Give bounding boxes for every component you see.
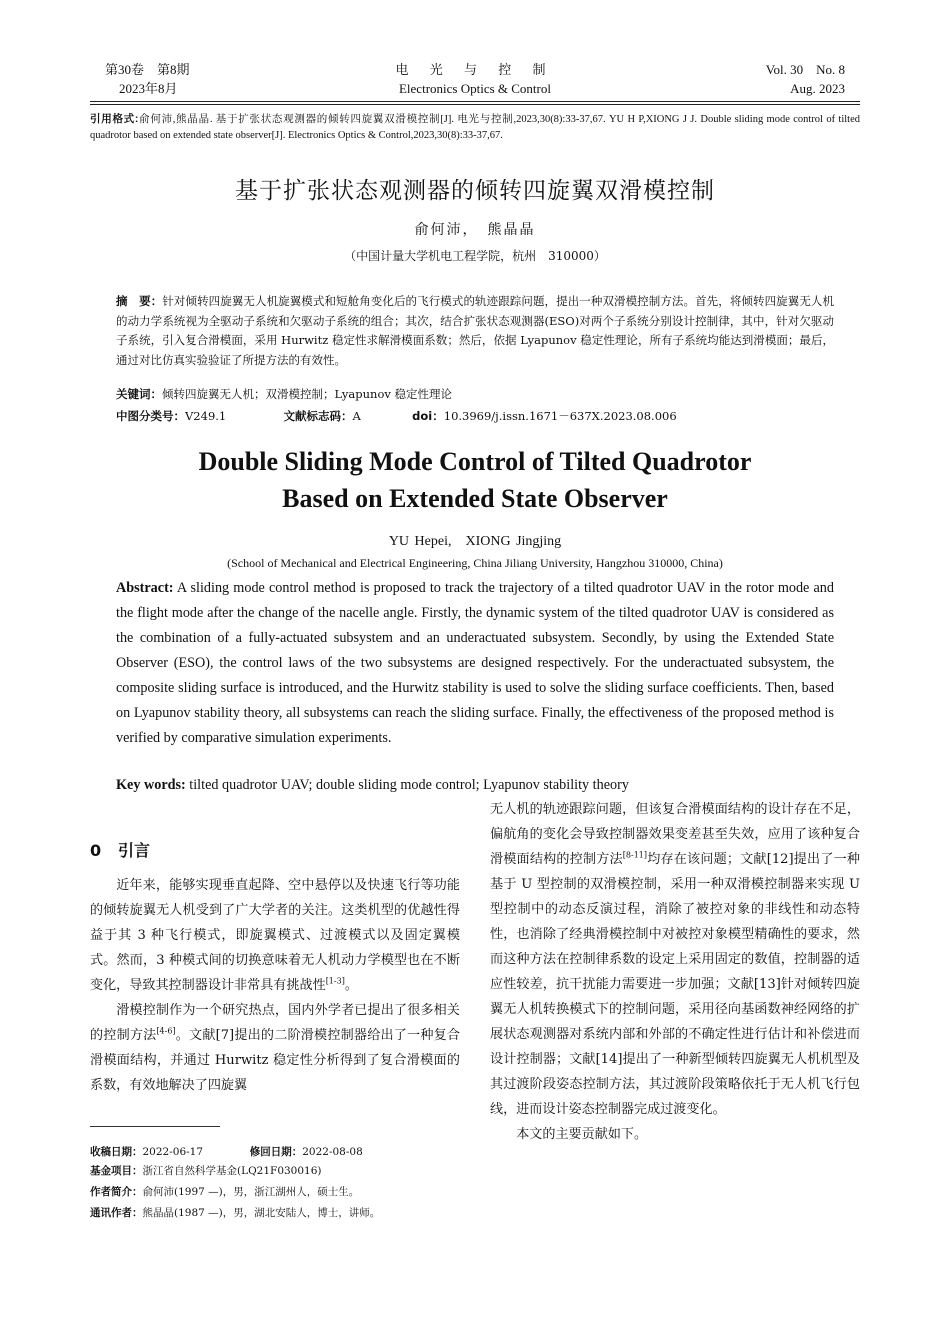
abstract-en-text: A sliding mode control method is proposed to track the trajectory of a tilted quadrotor UAV in the rotor mode and the flight mode after the change of the nacelle angle. Firstly, the dynamic system of the tilted quadrotor UAV is considered as the combination of a fully-actuated subsystem and an underactuated subsystem. Secondly, by using the Extended State Observer (ESO), the control laws of the two subsystems are designed respectively. For the underactuated subsystem, the composite sliding surface is introduced, and the Hurwitz stability is used to solve the sliding surface coefficients. Then, based on Lyapunov stability theory, all subsystems can reach the sliding surface. Finally, the effectiveness of the proposed method is verified by comparative simulation experiments. — [116, 580, 834, 746]
volume-issue-en: Vol. 30 No. 8 — [765, 62, 845, 77]
footnote-rule — [90, 1126, 220, 1127]
intro-p2-text-b: 。文献[7]提出的二阶滑模控制器给出了一种复合滑模面结构，并通过 Hurwitz 稳定性分析得到了复合滑模面的系数，有效地解决了四旋翼 — [90, 1028, 461, 1093]
received-label: 收稿日期： — [90, 1146, 143, 1158]
revised-date: 2022-08-08 — [302, 1146, 363, 1158]
clc-value: V249.1 — [185, 409, 227, 423]
ref-1-3: [1-3] — [325, 976, 345, 986]
title-cn: 基于扩张状态观测器的倾转四旋翼双滑模控制 — [235, 178, 715, 204]
intro-paragraph-2 — [90, 998, 460, 1098]
affiliation-en: (School of Mechanical and Electrical Engineering, China Jiliang University, Hangzhou 310000, China) — [227, 556, 723, 570]
authors-en: YU Hepei, XIONG Jingjing — [388, 534, 562, 549]
header-rule-top — [90, 101, 860, 102]
header-rule-bottom — [90, 104, 860, 105]
intro-p1-text: 近年来，能够实现垂直起降、空中悬停以及快速飞行等功能的倾转旋翼无人机受到了广大学者的关注。这类机型的优越性得益于其 3 种飞行模式，即旋翼模式、过渡模式以及固定翼模式。然而，3 种模式间的切换意味着无人机动力学模型也在不断变化，导致其控制器设计非常具有挑战性 — [90, 878, 460, 993]
citation — [90, 111, 860, 144]
intro-p2-text-a: 滑模控制作为一个研究热点，国内外学者已提出了很多相关的控制方法 — [90, 1003, 460, 1043]
title-en-line2: Based on Extended State Observer — [282, 484, 668, 513]
author-bio-text: 俞何沛(1997 —)，男，浙江湖州人，硕士生。 — [142, 1186, 360, 1198]
keywords-en-text: tilted quadrotor UAV; double sliding mode control; Lyapunov stability theory — [189, 777, 629, 793]
keywords-en-label: Key words: — [116, 777, 186, 793]
journal-title-en: Electronics Optics & Control — [398, 81, 551, 96]
corresponding-text: 熊晶晶(1987 —)，男，湖北安陆人，博士，讲师。 — [142, 1207, 381, 1219]
keywords-en — [116, 777, 834, 794]
abstract-cn-text: 针对倾转四旋翼无人机旋翼模式和短舱角变化后的飞行模式的轨迹跟踪问题，提出一种双滑模控制方法。首先，将倾转四旋翼无人机的动力学系统视为全驱动子系统和欠驱动子系统的组合；其次，结合扩张状态观测器(ESO)对两个子系统分别设计控制律，其中，针对欠驱动子系统，引入复合滑模面，采用 Hurwitz 稳定性求解滑模面系数；然后，依据 Lyapunov 稳定性理论，所有子系统均能达到滑模面；最后，通过对比仿真实验验证了所提方法的有效性。 — [116, 294, 834, 367]
citation-text: 俞何沛,熊晶晶. 基于扩张状态观测器的倾转四旋翼双滑模控制[J]. 电光与控制,2023,30(8):33-37,67. YU H P,XIONG J J. Double sliding mode control of tilted quadrotor based on extended state observer[J]. Electronics Optics & Control,2023,30(8):33-37,67. — [90, 114, 861, 141]
ref-4-6: [4-6] — [156, 1026, 176, 1036]
classification — [116, 408, 834, 424]
date-cn: 2023年8月 — [119, 81, 178, 96]
keywords-cn — [116, 386, 834, 402]
keywords-cn-label: 关键词： — [116, 387, 162, 401]
footnote-author — [90, 1184, 460, 1200]
intro-paragraph-1 — [90, 873, 460, 998]
right-column — [490, 797, 860, 1147]
date-en: Aug. 2023 — [790, 81, 845, 96]
doc-code-label: 文献标志码： — [283, 409, 353, 423]
clc-label: 中图分类号： — [116, 409, 185, 423]
author-bio-label: 作者简介： — [90, 1186, 143, 1198]
abstract-cn — [116, 292, 834, 370]
section-heading — [90, 838, 460, 863]
affiliation-cn: （中国计量大学机电工程学院，杭州 310000） — [344, 249, 606, 263]
abstract-en-label: Abstract: — [116, 580, 174, 596]
intro-paragraph-3: 本文的主要贡献如下。 — [516, 1127, 648, 1142]
ref-8-11: [8-11] — [622, 850, 648, 860]
footnote-corresponding — [90, 1205, 460, 1221]
doc-code-value: A — [352, 409, 361, 423]
footnote-fund — [90, 1163, 460, 1179]
citation-label: 引用格式: — [90, 113, 139, 125]
title-en-line1: Double Sliding Mode Control of Tilted Quadrotor — [198, 447, 752, 476]
section-number: 0 — [90, 841, 102, 860]
left-column — [90, 838, 460, 1098]
intro-p1-end: 。 — [344, 978, 358, 993]
section-title: 引言 — [118, 841, 151, 860]
title-en — [0, 443, 950, 517]
keywords-cn-text: 倾转四旋翼无人机；双滑模控制；Lyapunov 稳定性理论 — [162, 387, 453, 401]
revised-label: 修回日期： — [249, 1146, 303, 1158]
authors-cn: 俞何沛， 熊晶晶 — [414, 222, 536, 238]
abstract-en — [116, 576, 834, 751]
intro-p2-cont-text-b: 均存在该问题；文献[12]提出了一种基于 U 型控制的双滑模控制，采用一种双滑模控制器来实现 U 型控制中的动态反演过程，消除了被控对象的非线性和动态特性，也消除了经典滑模控制中对被控对象模型精确性的要求，然而这种方法在控制律系数的设定上采用固定的数值，控制器的适应性较差，抗干扰能力需要进一步加强；文献[13]针对倾转四旋翼无人机转换模式下的控制问题，采用径向基函数神经网络的扩展状态观测器对系统内部和外部的不确定性进行估计和补偿进而设计控制器；文献[14]提出了一种新型倾转四旋翼无人机机型及其过渡阶段姿态控制方法，其过渡阶段策略依托于无人机飞行包线，进而设计姿态控制器完成过渡变化。 — [490, 852, 860, 1117]
corresponding-label: 通讯作者： — [90, 1207, 143, 1219]
intro-p2-cont-text-a: 无人机的轨迹跟踪问题，但该复合滑模面结构的设计存在不足，偏航角的变化会导致控制器效果变差甚至失效，应用了该种复合滑模面结构的控制方法 — [490, 802, 860, 867]
volume-issue: 第30卷 第8期 — [105, 62, 190, 77]
fund-text: 浙江省自然科学基金(LQ21F030016) — [142, 1165, 322, 1177]
doi-value: 10.3969/j.issn.1671－637X.2023.08.006 — [443, 409, 677, 423]
journal-title-cn: 电 光 与 控 制 — [395, 62, 555, 77]
header-right — [766, 60, 845, 98]
received-date: 2022-06-17 — [142, 1146, 204, 1158]
footnote-dates — [90, 1144, 460, 1160]
fund-label: 基金项目： — [90, 1165, 143, 1177]
intro-paragraph-2-cont — [490, 797, 860, 1122]
abstract-cn-label: 摘 要： — [116, 294, 163, 308]
doi-label: doi： — [412, 409, 444, 423]
